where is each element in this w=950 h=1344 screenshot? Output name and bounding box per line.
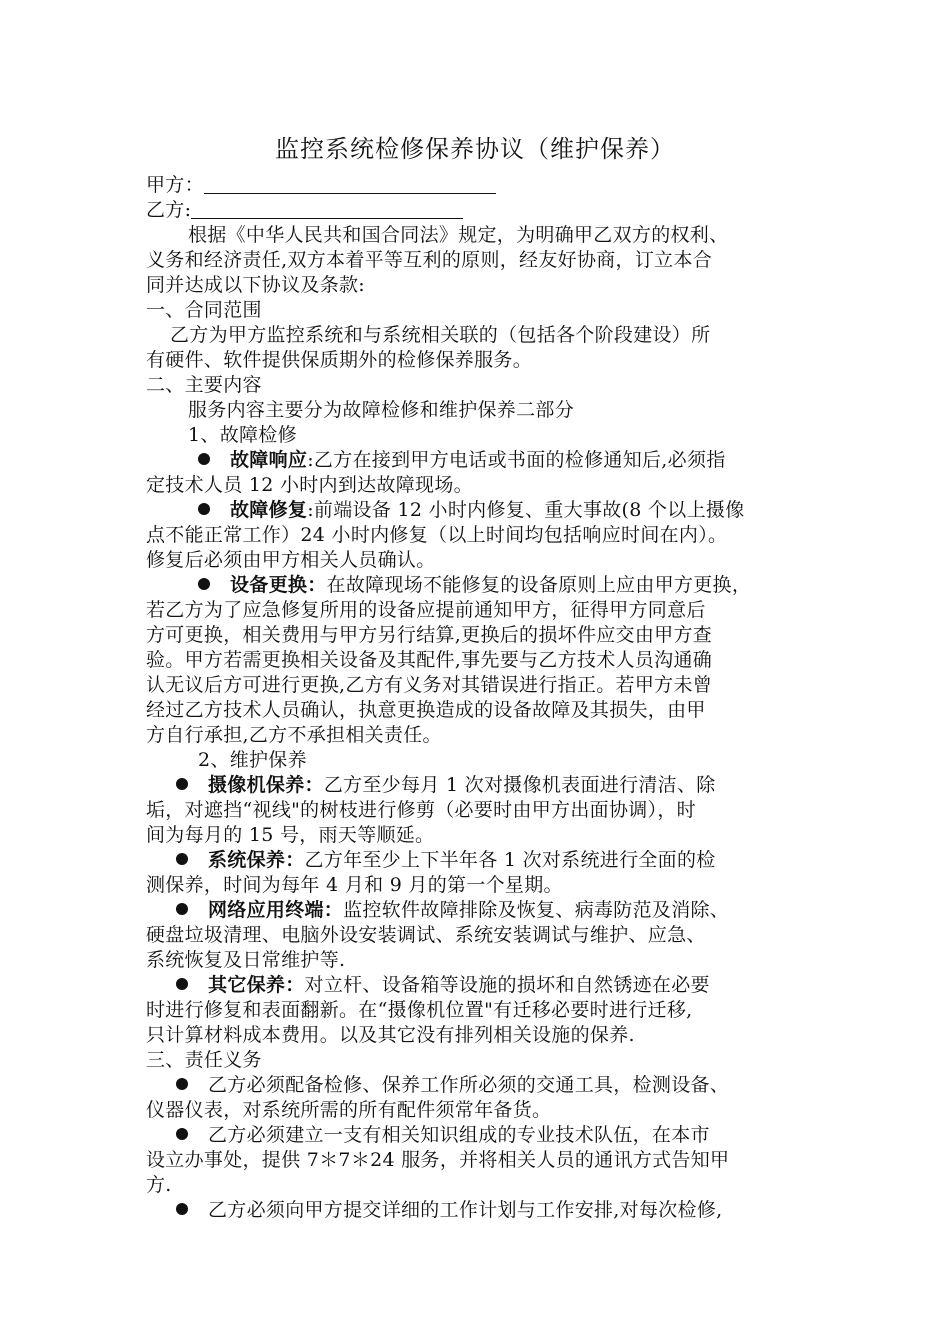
bullet-label: 摄像机保养： <box>208 774 324 796</box>
bullet-text: 乙方必须向甲方提交详细的工作计划与工作安排,对每次检修, <box>208 1199 723 1221</box>
document-title: 监控系统检修保养协议（维护保养） <box>275 135 675 163</box>
bullet-dot <box>176 978 188 990</box>
paragraph-line: 有硬件、软件提供保质期外的检修保养服务。 <box>146 349 533 371</box>
bullet-item <box>176 1073 851 1098</box>
bullet-text: 监控软件故障排除及恢复、病毒防范及消除、 <box>343 899 730 921</box>
party-a-line <box>146 173 821 198</box>
paragraph-line: 经过乙方技术人员确认，执意更换造成的设备故障及其损失，由甲 <box>146 699 706 721</box>
paragraph-line: 验。甲方若需更换相关设备及其配件,事先要与乙方技术人员沟通确 <box>146 649 713 671</box>
bullet-text: 乙方必须配备检修、保养工作所必须的交通工具，检测设备、 <box>208 1074 730 1096</box>
bullet-dot <box>176 903 188 915</box>
paragraph-line: 修复后必须由甲方相关人员确认。 <box>146 549 436 571</box>
paragraph-line: 点不能正常工作）24 小时内修复（以上时间均包括响应时间在内）。 <box>146 524 728 546</box>
bullet-item <box>176 1198 851 1223</box>
bullet-dot <box>176 853 188 865</box>
paragraph-line: 设立办事处，提供 7＊7＊24 服务，并将相关人员的通讯方式告知甲 <box>146 1149 730 1171</box>
paragraph-line: 测保养，时间为每年 4 月和 9 月的第一个星期。 <box>146 874 563 896</box>
bullet-item <box>198 498 873 523</box>
paragraph-line: 硬盘垃圾清理、电脑外设安装调试、系统安装调试与维护、应急、 <box>146 924 706 946</box>
bullet-item <box>176 773 851 798</box>
paragraph-line: 服务内容主要分为故障检修和维护保养二部分 <box>188 399 575 421</box>
bullet-text: :乙方在接到甲方电话或书面的检修通知后,必须指 <box>307 449 726 471</box>
section-heading: 二、主要内容 <box>146 374 262 396</box>
intro-line: 根据《中华人民共和国合同法》规定，为明确甲乙双方的权利、 <box>188 224 729 246</box>
section-heading: 一、合同范围 <box>146 299 262 321</box>
section-heading: 三、责任义务 <box>146 1049 262 1071</box>
bullet-label: 系统保养： <box>208 849 305 871</box>
bullet-label: 故障修复 <box>230 499 308 521</box>
paragraph-line: 方可更换，相关费用与甲方另行结算,更换后的损坏件应交由甲方查 <box>146 624 713 646</box>
bullet-item <box>176 848 851 873</box>
intro-line: 同并达成以下协议及条款: <box>146 274 366 296</box>
paragraph-line: 仪器仪表，对系统所需的所有配件须常年备货。 <box>146 1099 552 1121</box>
bullet-text: 乙方年至少上下半年各 1 次对系统进行全面的检 <box>304 849 716 871</box>
party-b-blank[interactable] <box>191 199 463 219</box>
bullet-dot <box>198 578 210 590</box>
paragraph-line: 方. <box>146 1174 172 1196</box>
bullet-dot <box>198 503 210 515</box>
bullet-dot <box>176 778 188 790</box>
paragraph-line: 乙方为甲方监控系统和与系统相关联的（包括各个阶段建设）所 <box>170 324 711 346</box>
bullet-dot <box>176 1078 188 1090</box>
bullet-item <box>176 898 851 923</box>
bullet-text: 乙方至少每月 1 次对摄像机表面进行清洁、除 <box>323 774 716 796</box>
party-b-line <box>146 198 821 223</box>
party-b-label: 乙方: <box>146 199 192 221</box>
bullet-text: :前端设备 12 小时内修复、重大事故(8 个以上摄像 <box>307 499 745 521</box>
party-a-blank[interactable] <box>204 174 496 194</box>
paragraph-line: 方自行承担,乙方不承担相关责任。 <box>146 724 442 746</box>
bullet-item <box>176 973 851 998</box>
bullet-item <box>198 448 873 473</box>
party-a-label: 甲方： <box>146 174 204 196</box>
paragraph-line: 时进行修复和表面翻新。在“摄像机位置"有迁移必要时进行迁移, <box>146 999 693 1021</box>
subheading: 1、故障检修 <box>188 424 297 446</box>
bullet-dot <box>198 453 210 465</box>
paragraph-line: 定技术人员 12 小时内到达故障现场。 <box>146 474 473 496</box>
bullet-item <box>176 1123 851 1148</box>
bullet-label: 网络应用终端： <box>208 899 344 921</box>
bullet-dot <box>176 1128 188 1140</box>
bullet-label: 其它保养： <box>208 974 305 996</box>
bullet-label: 故障响应 <box>230 449 308 471</box>
subheading: 2、维护保养 <box>198 749 307 771</box>
paragraph-line: 系统恢复及日常维护等. <box>146 949 346 971</box>
paragraph-line: 认无议后方可进行更换,乙方有义务对其错误进行指正。若甲方未曾 <box>146 674 713 696</box>
paragraph-line: 若乙方为了应急修复所用的设备应提前通知甲方，征得甲方同意后 <box>146 599 706 621</box>
bullet-text: 乙方必须建立一支有相关知识组成的专业技术队伍，在本市 <box>208 1124 710 1146</box>
bullet-text: 对立杆、设备箱等设施的损坏和自然锈迹在必要 <box>304 974 710 996</box>
paragraph-line: 只计算材料成本费用。以及其它没有排列相关设施的保养. <box>146 1024 635 1046</box>
bullet-text: 在故障现场不能修复的设备原则上应由甲方更换， <box>326 574 752 596</box>
bullet-label: 设备更换： <box>230 574 327 596</box>
paragraph-line: 垢，对遮挡“视线"的树枝进行修剪（必要时由甲方出面协调），时 <box>146 799 696 821</box>
paragraph-line: 间为每月的 15 号，雨天等顺延。 <box>146 824 435 846</box>
bullet-item <box>198 573 873 598</box>
bullet-dot <box>176 1203 188 1215</box>
intro-line: 义务和经济责任,双方本着平等互利的原则，经友好协商，订立本合 <box>146 249 713 271</box>
